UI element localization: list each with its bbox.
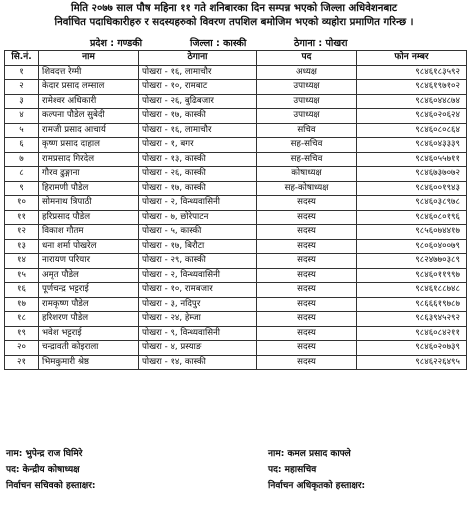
- name-cell: हिरामणी पौडेल: [39, 181, 139, 196]
- left-signature-line: निर्वाचन सचिवको हस्ताक्षर:: [6, 481, 96, 491]
- right-signature-line: निर्वाचन अधिकृतको हस्ताक्षर:: [268, 481, 366, 491]
- serial-cell: ३: [5, 94, 39, 109]
- address-cell: पोखरा - १०, रामबजार: [139, 283, 257, 298]
- serial-cell: १६: [5, 283, 39, 298]
- heading-line-1: मिति २०७७ साल पौष महिना ११ गते शनिबारका दिन सम्पन्न भएको जिल्ला अधिवेशनबाट: [70, 3, 398, 14]
- district-label: जिल्ला : कास्की: [190, 38, 247, 49]
- table-row: [5, 123, 467, 138]
- header-address: ठेगाना: [139, 51, 257, 66]
- serial-cell: १: [5, 65, 39, 80]
- phone-cell: ९८६३९४५२९२: [357, 312, 467, 327]
- name-cell: कल्पना पौडेल सुबेदी: [39, 109, 139, 124]
- name-cell: रामजी प्रसाद आचार्य: [39, 123, 139, 138]
- post-cell: सदस्य: [257, 355, 357, 370]
- post-cell: सदस्य: [257, 297, 357, 312]
- table-row: [5, 268, 467, 283]
- serial-cell: ७: [5, 152, 39, 167]
- post-cell: सदस्य: [257, 196, 357, 211]
- post-cell: सदस्य: [257, 268, 357, 283]
- address-cell: पोखरा - २६, कास्की: [139, 167, 257, 182]
- serial-cell: १३: [5, 239, 39, 254]
- phone-cell: ९८४६०५५७११: [357, 152, 467, 167]
- phone-cell: ९८४६१८३५९२: [357, 65, 467, 80]
- post-cell: सदस्य: [257, 326, 357, 341]
- right-signatory-name: नाम: कमल प्रसाद काफ्ले: [268, 449, 351, 459]
- post-cell: सदस्य: [257, 283, 357, 298]
- left-signatory-post: पद: केन्द्रीय कोषाध्यक्ष: [6, 465, 80, 475]
- post-cell: सचिव: [257, 123, 357, 138]
- phone-cell: ९८४६०४३३३९: [357, 138, 467, 153]
- post-cell: सदस्य: [257, 312, 357, 327]
- document-heading: [4, 2, 464, 30]
- table-row: [5, 152, 467, 167]
- phone-cell: ९८४६७३७०७२: [357, 167, 467, 182]
- table-row: [5, 80, 467, 95]
- serial-cell: १४: [5, 254, 39, 269]
- address-cell: पोखरा - २६, बुढिबजार: [139, 94, 257, 109]
- province-label: प्रदेश : गण्डकी: [90, 38, 143, 49]
- name-cell: विकाश गौतम: [39, 225, 139, 240]
- name-cell: गौरव ढुङ्गाना: [39, 167, 139, 182]
- phone-cell: ९८४६०३८९७८: [357, 196, 467, 211]
- name-cell: चन्द्रावती कोइराला: [39, 341, 139, 356]
- address-cell: पोखरा - ९, विन्ध्यवासिनी: [139, 326, 257, 341]
- phone-cell: ९८०६०४००७९: [357, 239, 467, 254]
- header-name: नाम: [39, 51, 139, 66]
- header-phone: फोन नम्बर: [357, 51, 467, 66]
- name-cell: केदार प्रसाद लम्साल: [39, 80, 139, 95]
- address-cell: पोखरा - १६, लामाचौर: [139, 123, 257, 138]
- table-row: [5, 254, 467, 269]
- serial-cell: ९: [5, 181, 39, 196]
- name-cell: रामेश्वर अधिकारी: [39, 94, 139, 109]
- serial-cell: ४: [5, 109, 39, 124]
- post-cell: कोषाध्यक्ष: [257, 167, 357, 182]
- address-cell: पोखरा - १७, कास्की: [139, 181, 257, 196]
- name-cell: भवेश भट्टराई: [39, 326, 139, 341]
- serial-cell: ८: [5, 167, 39, 182]
- table-row: [5, 225, 467, 240]
- phone-cell: ९८४६०८०८६४: [357, 123, 467, 138]
- name-cell: सोमनाथ त्रिपाठी: [39, 196, 139, 211]
- serial-cell: १२: [5, 225, 39, 240]
- table-row: [5, 167, 467, 182]
- table-row: [5, 138, 467, 153]
- name-cell: रामप्रसाद गिरदेल: [39, 152, 139, 167]
- table-row: [5, 297, 467, 312]
- name-cell: पूर्णचन्द्र भट्टराई: [39, 283, 139, 298]
- serial-cell: १०: [5, 196, 39, 211]
- address-cell: पोखरा - १७, कास्की: [139, 109, 257, 124]
- table-row: [5, 65, 467, 80]
- post-cell: उपाध्यक्ष: [257, 94, 357, 109]
- phone-cell: ९८४६००१९४३: [357, 181, 467, 196]
- address-cell: पोखरा - ३, नदिपुर: [139, 297, 257, 312]
- table-row: [5, 355, 467, 370]
- address-cell: पोखरा - १४, कास्की: [139, 355, 257, 370]
- phone-cell: ९८५६०७४४१७: [357, 225, 467, 240]
- address-cell: पोखरा - १६, लामाचौर: [139, 65, 257, 80]
- table-row: [5, 196, 467, 211]
- phone-cell: ९८४६०२०७३९: [357, 341, 467, 356]
- table-row: [5, 283, 467, 298]
- phone-cell: ९८६६६१९७८७: [357, 297, 467, 312]
- phone-cell: ९८२४७७०३८९: [357, 254, 467, 269]
- serial-cell: २०: [5, 341, 39, 356]
- address-cell: पोखरा - ७, छोरेपाटन: [139, 210, 257, 225]
- table-body: [5, 65, 467, 370]
- table-header-row: [5, 51, 467, 66]
- post-cell: सदस्य: [257, 239, 357, 254]
- serial-cell: १९: [5, 326, 39, 341]
- table-row: [5, 312, 467, 327]
- post-cell: सदस्य: [257, 225, 357, 240]
- phone-cell: ९८४६०२०६२४: [357, 109, 467, 124]
- name-cell: भिमकुमारी श्रेष्ठ: [39, 355, 139, 370]
- post-cell: उपाध्यक्ष: [257, 109, 357, 124]
- phone-cell: ९८४६०८०१९६: [357, 210, 467, 225]
- phone-cell: ९८४६०८४२११: [357, 326, 467, 341]
- table-row: [5, 181, 467, 196]
- post-cell: अध्यक्ष: [257, 65, 357, 80]
- serial-cell: १५: [5, 268, 39, 283]
- heading-line-2: निर्वाचित पदाधिकारीहरु र सदस्यहरुको विवरण तपशिल बमोजिम भएको व्यहोरा प्रमाणित गरिन्छ ।: [54, 17, 414, 28]
- serial-cell: १७: [5, 297, 39, 312]
- members-table: [4, 50, 467, 370]
- location-subheading: [4, 34, 464, 50]
- post-cell: सह-सचिव: [257, 138, 357, 153]
- table-row: [5, 210, 467, 225]
- right-signatory-post: पद: महासचिव: [268, 465, 317, 475]
- phone-cell: ९८४६२२६४९५: [357, 355, 467, 370]
- name-cell: नारायण परियार: [39, 254, 139, 269]
- address-cell: पोखरा - १०, रामबाट: [139, 80, 257, 95]
- name-cell: हरिशरण पौडेल: [39, 312, 139, 327]
- phone-cell: ९८४६१९७१०२: [357, 80, 467, 95]
- table-row: [5, 239, 467, 254]
- table-row: [5, 109, 467, 124]
- address-cell: पोखरा - ५, कास्की: [139, 225, 257, 240]
- serial-cell: २: [5, 80, 39, 95]
- address-cell: पोखरा - १, बगर: [139, 138, 257, 153]
- serial-cell: २१: [5, 355, 39, 370]
- post-cell: उपाध्यक्ष: [257, 80, 357, 95]
- address-cell: पोखरा - २९, कास्की: [139, 254, 257, 269]
- address-cell: पोखरा - १७, बिरौटा: [139, 239, 257, 254]
- address-cell: पोखरा - ४, प्रस्याङ: [139, 341, 257, 356]
- serial-cell: १८: [5, 312, 39, 327]
- name-cell: धना शर्मा पोखरेल: [39, 239, 139, 254]
- serial-cell: ५: [5, 123, 39, 138]
- header-post: पद: [257, 51, 357, 66]
- post-cell: सह-कोषाध्यक्ष: [257, 181, 357, 196]
- address-cell: पोखरा - २४, हेम्जा: [139, 312, 257, 327]
- address-label: ठेगाना : पोखरा: [294, 38, 348, 49]
- name-cell: कृष्ण प्रसाद दाहाल: [39, 138, 139, 153]
- address-cell: पोखरा - २, विन्ध्यवासिनी: [139, 268, 257, 283]
- post-cell: सदस्य: [257, 341, 357, 356]
- post-cell: सह-सचिव: [257, 152, 357, 167]
- header-serial: सि.नं.: [5, 51, 39, 66]
- table-row: [5, 341, 467, 356]
- address-cell: पोखरा - २, विन्ध्यवासिनी: [139, 196, 257, 211]
- name-cell: अमृत पौडेल: [39, 268, 139, 283]
- post-cell: सदस्य: [257, 254, 357, 269]
- name-cell: हरिप्रसाद पौडेल: [39, 210, 139, 225]
- serial-cell: ६: [5, 138, 39, 153]
- phone-cell: ९८४६०११९९७: [357, 268, 467, 283]
- table-row: [5, 94, 467, 109]
- phone-cell: ९८४६१८८७४८: [357, 283, 467, 298]
- address-cell: पोखरा - १३, कास्की: [139, 152, 257, 167]
- phone-cell: ९८४६०४४८७४: [357, 94, 467, 109]
- serial-cell: ११: [5, 210, 39, 225]
- table-row: [5, 326, 467, 341]
- post-cell: सदस्य: [257, 210, 357, 225]
- name-cell: शिवदत्त रेग्मी: [39, 65, 139, 80]
- name-cell: रामकृष्ण पौडेल: [39, 297, 139, 312]
- left-signatory-name: नाम: भुपेन्द्र राज घिमिरे: [6, 449, 83, 459]
